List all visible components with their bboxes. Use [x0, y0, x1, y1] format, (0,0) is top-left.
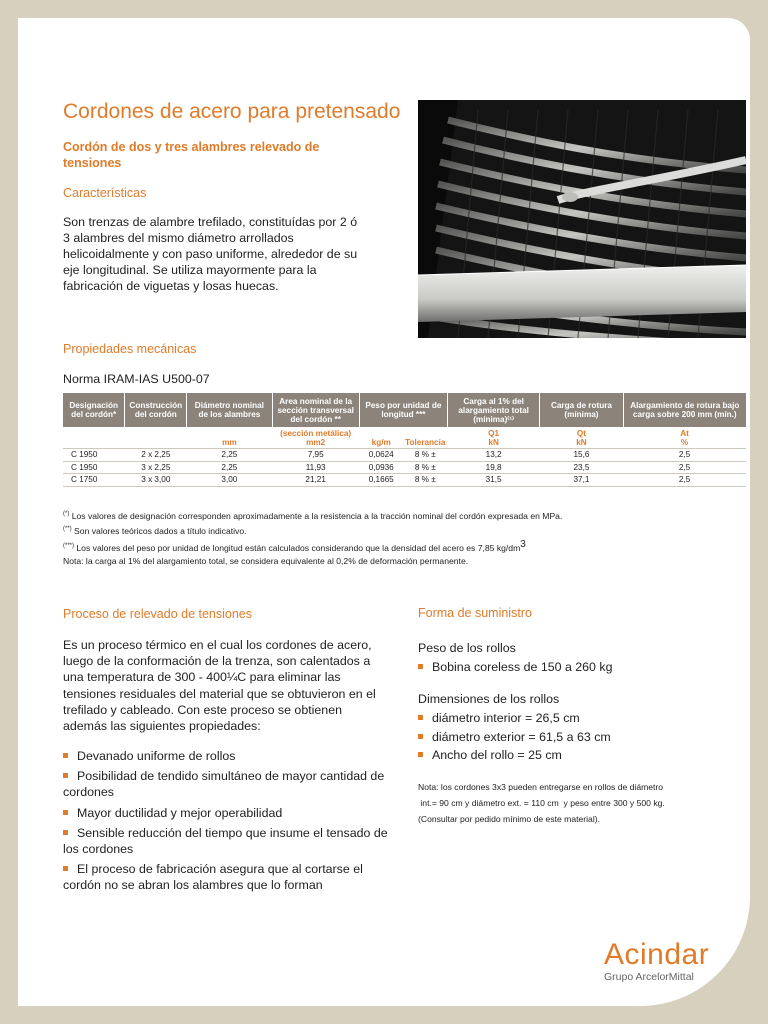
process-properties-list — [63, 748, 388, 898]
steel-strand-coil-photo — [418, 100, 746, 338]
footnote-text: Son valores teóricos dados a título indicativo. — [71, 525, 247, 536]
mechanical-properties-table — [63, 393, 746, 487]
unit-area-mm2: mm2 — [306, 438, 326, 447]
footnote: Nota: la carga al 1% del alargamiento total, se considera equivalente al 0,2% de deformación permanente. — [63, 556, 469, 567]
cell: 0,0624 — [368, 450, 394, 459]
bullet-icon — [418, 752, 423, 757]
roll-weight-list — [418, 659, 718, 679]
table-header-row — [63, 393, 746, 427]
unit-qt-kn: kN — [576, 438, 587, 447]
footnote-exponent: 3 — [520, 539, 526, 551]
footnote-text: Los valores del peso por unidad de longitud están calculados considerando que la densidad del acero es 7,85 kg/dm — [74, 542, 521, 553]
cell: 19,8 — [485, 462, 502, 472]
list-item — [63, 805, 388, 821]
col-header-construction: Construcción del cordón — [125, 393, 187, 427]
col-header-diameter: Diámetro nominal de los alambres — [187, 393, 272, 427]
list-item — [418, 729, 718, 745]
list-item — [63, 861, 388, 893]
cell: 2 x 2,25 — [141, 450, 171, 459]
list-item-text: Bobina coreless de 150 a 260 kg — [432, 660, 613, 674]
footnote — [63, 538, 753, 555]
process-heading: Proceso de relevado de tensiones — [63, 607, 253, 621]
col-header-load-1pct: Carga al 1% del alargamiento total (mínima)⁽¹⁾ — [447, 393, 539, 427]
cell: 3,00 — [221, 475, 238, 484]
supply-note — [418, 779, 738, 827]
list-item-text: El proceso de fabricación asegura que al cortarse el cordón no se abran los alambres que lo forman — [63, 862, 363, 893]
cell: 2,25 — [221, 462, 238, 472]
list-item — [418, 747, 718, 763]
cell: 2,5 — [678, 450, 691, 459]
footnote-mark: (**) — [63, 526, 72, 533]
unit-diameter: mm — [222, 438, 237, 447]
bullet-icon — [63, 810, 68, 815]
characteristics-text: Son trenzas de alambre trefilado, constituídas por 2 ó 3 alambres del mismo diámetro arrollados helicoidalmente y con paso uniforme, alrededor de su eje longitudinal. Se utiliza mayormente para la fabricación de viguetas y losas huecas. — [63, 215, 358, 293]
cell: 23,5 — [573, 462, 590, 472]
unit-weight: kg/m — [371, 438, 391, 447]
footnote-text: Los valores de designación corresponden aproximadamente a la resistencia a la tracción nominal del cordón expresada en MPa. — [69, 510, 563, 521]
supply-note-line: Nota: los cordones 3x3 pueden entregarse en rollos de diámetro — [418, 782, 664, 792]
bullet-icon — [63, 866, 68, 871]
cell: 0,0936 — [368, 462, 394, 472]
unit-area-section: (sección metálica) — [280, 429, 352, 438]
cell: 3 x 2,25 — [141, 462, 171, 472]
roll-weight-heading: Peso de los rollos — [418, 641, 516, 655]
cell: 11,93 — [305, 462, 326, 472]
cell: 15,6 — [573, 450, 590, 459]
cell: 37,1 — [573, 475, 590, 484]
acindar-logo — [604, 940, 709, 983]
list-item-text: Sensible reducción del tiempo que insume el tensado de los cordones — [63, 825, 388, 857]
cell: 13,2 — [485, 450, 502, 459]
roll-dimensions-heading: Dimensiones de los rollos — [418, 692, 560, 706]
list-item-text: Mayor ductilidad y mejor operabilidad — [77, 805, 283, 820]
mechanical-heading: Propiedades mecánicas — [63, 342, 197, 356]
cell: 2,25 — [221, 450, 238, 459]
unit-at-symbol: At — [680, 429, 689, 438]
cell: C 1950 — [71, 462, 98, 472]
col-header-area: Area nominal de la sección transversal del cordón ** — [272, 393, 359, 427]
list-item-text: Ancho del rollo = 25 cm — [432, 748, 562, 763]
document-page — [18, 18, 750, 1006]
cell: 7,95 — [307, 450, 324, 459]
bullet-icon — [418, 715, 423, 720]
logo-name: Acindar — [604, 938, 710, 971]
footnote-mark: (***) — [63, 543, 75, 550]
supply-note-line: (Consultar por pedido mínimo de este material). — [418, 814, 600, 824]
cell: 8 % ± — [414, 450, 436, 459]
cell: C 1750 — [71, 475, 98, 484]
cell: 3 x 3,00 — [141, 475, 171, 484]
supply-note-line: int.= 90 cm y diámetro ext. = 110 cm y peso entre 300 y 500 kg. — [418, 798, 665, 808]
cell: C 1950 — [71, 450, 98, 459]
col-header-breaking-load: Carga de rotura (mínima) — [540, 393, 623, 427]
unit-qt-symbol: Qt — [576, 429, 586, 438]
list-item — [418, 659, 718, 675]
list-item-text: Posibilidad de tendido simultáneo de mayor cantidad de cordones — [63, 769, 385, 800]
bullet-icon — [63, 830, 68, 835]
unit-tolerance: Tolerancia — [405, 438, 446, 447]
footnote — [63, 508, 753, 523]
bullet-icon — [63, 773, 68, 778]
bullet-icon — [63, 753, 68, 758]
cell: 2,5 — [678, 462, 691, 472]
process-text: Es un proceso térmico en el cual los cordones de acero, luego de la conformación de la trenza, son calentados a una temperatura de 300 - 400¼C para eliminar las tensiones residuales del material que se obtuvieron en el trefilado y cableado. Con este proceso se obtienen además las siguientes propiedades: — [63, 638, 376, 734]
cell: 0,1665 — [368, 475, 394, 484]
list-item-text: diámetro interior = 26,5 cm — [432, 711, 580, 725]
footnote — [63, 523, 753, 538]
table-row — [63, 449, 746, 462]
unit-area — [272, 427, 359, 449]
footnote-mark: (*) — [63, 511, 70, 517]
cell: 8 % ± — [414, 462, 436, 472]
footnotes — [63, 508, 753, 568]
list-item — [418, 710, 718, 726]
list-item — [63, 768, 388, 800]
supply-heading: Forma de suministro — [418, 606, 532, 620]
list-item — [63, 825, 388, 857]
characteristics-heading: Características — [63, 186, 147, 200]
list-item-text: Devanado uniforme de rollos — [77, 749, 236, 763]
col-header-weight: Peso por unidad de longitud *** — [359, 393, 447, 427]
col-header-designation: Designación del cordón* — [63, 393, 125, 427]
roll-dimensions-list — [418, 710, 718, 766]
unit-q1-kn: kN — [488, 438, 499, 447]
bullet-icon — [418, 734, 423, 739]
logo-group: Grupo ArcelorMittal — [604, 971, 694, 983]
unit-at-pct: % — [680, 438, 689, 447]
page-title: Cordones de acero para pretensado — [63, 100, 401, 123]
list-item-text: diámetro exterior = 61,5 a 63 cm — [432, 729, 611, 744]
table-row — [63, 474, 746, 487]
unit-qt — [540, 427, 623, 449]
norma-label: Norma IRAM-IAS U500-07 — [63, 372, 210, 386]
cell: 21,21 — [305, 475, 326, 484]
unit-at — [623, 427, 746, 449]
bullet-icon — [418, 664, 423, 669]
unit-q1 — [447, 427, 539, 449]
page-subtitle: Cordón de dos y tres alambres relevado de tensiones — [63, 140, 320, 170]
table-row — [63, 461, 746, 474]
unit-q1-symbol: Q1 — [488, 429, 500, 438]
col-header-elongation: Alargamiento de rotura bajo carga sobre 200 mm (mín.) — [623, 393, 746, 427]
cell: 2,5 — [678, 475, 691, 484]
cell: 8 % ± — [414, 475, 436, 484]
list-item — [63, 748, 388, 764]
cell: 31,5 — [485, 475, 502, 484]
table-units-row — [63, 427, 746, 449]
